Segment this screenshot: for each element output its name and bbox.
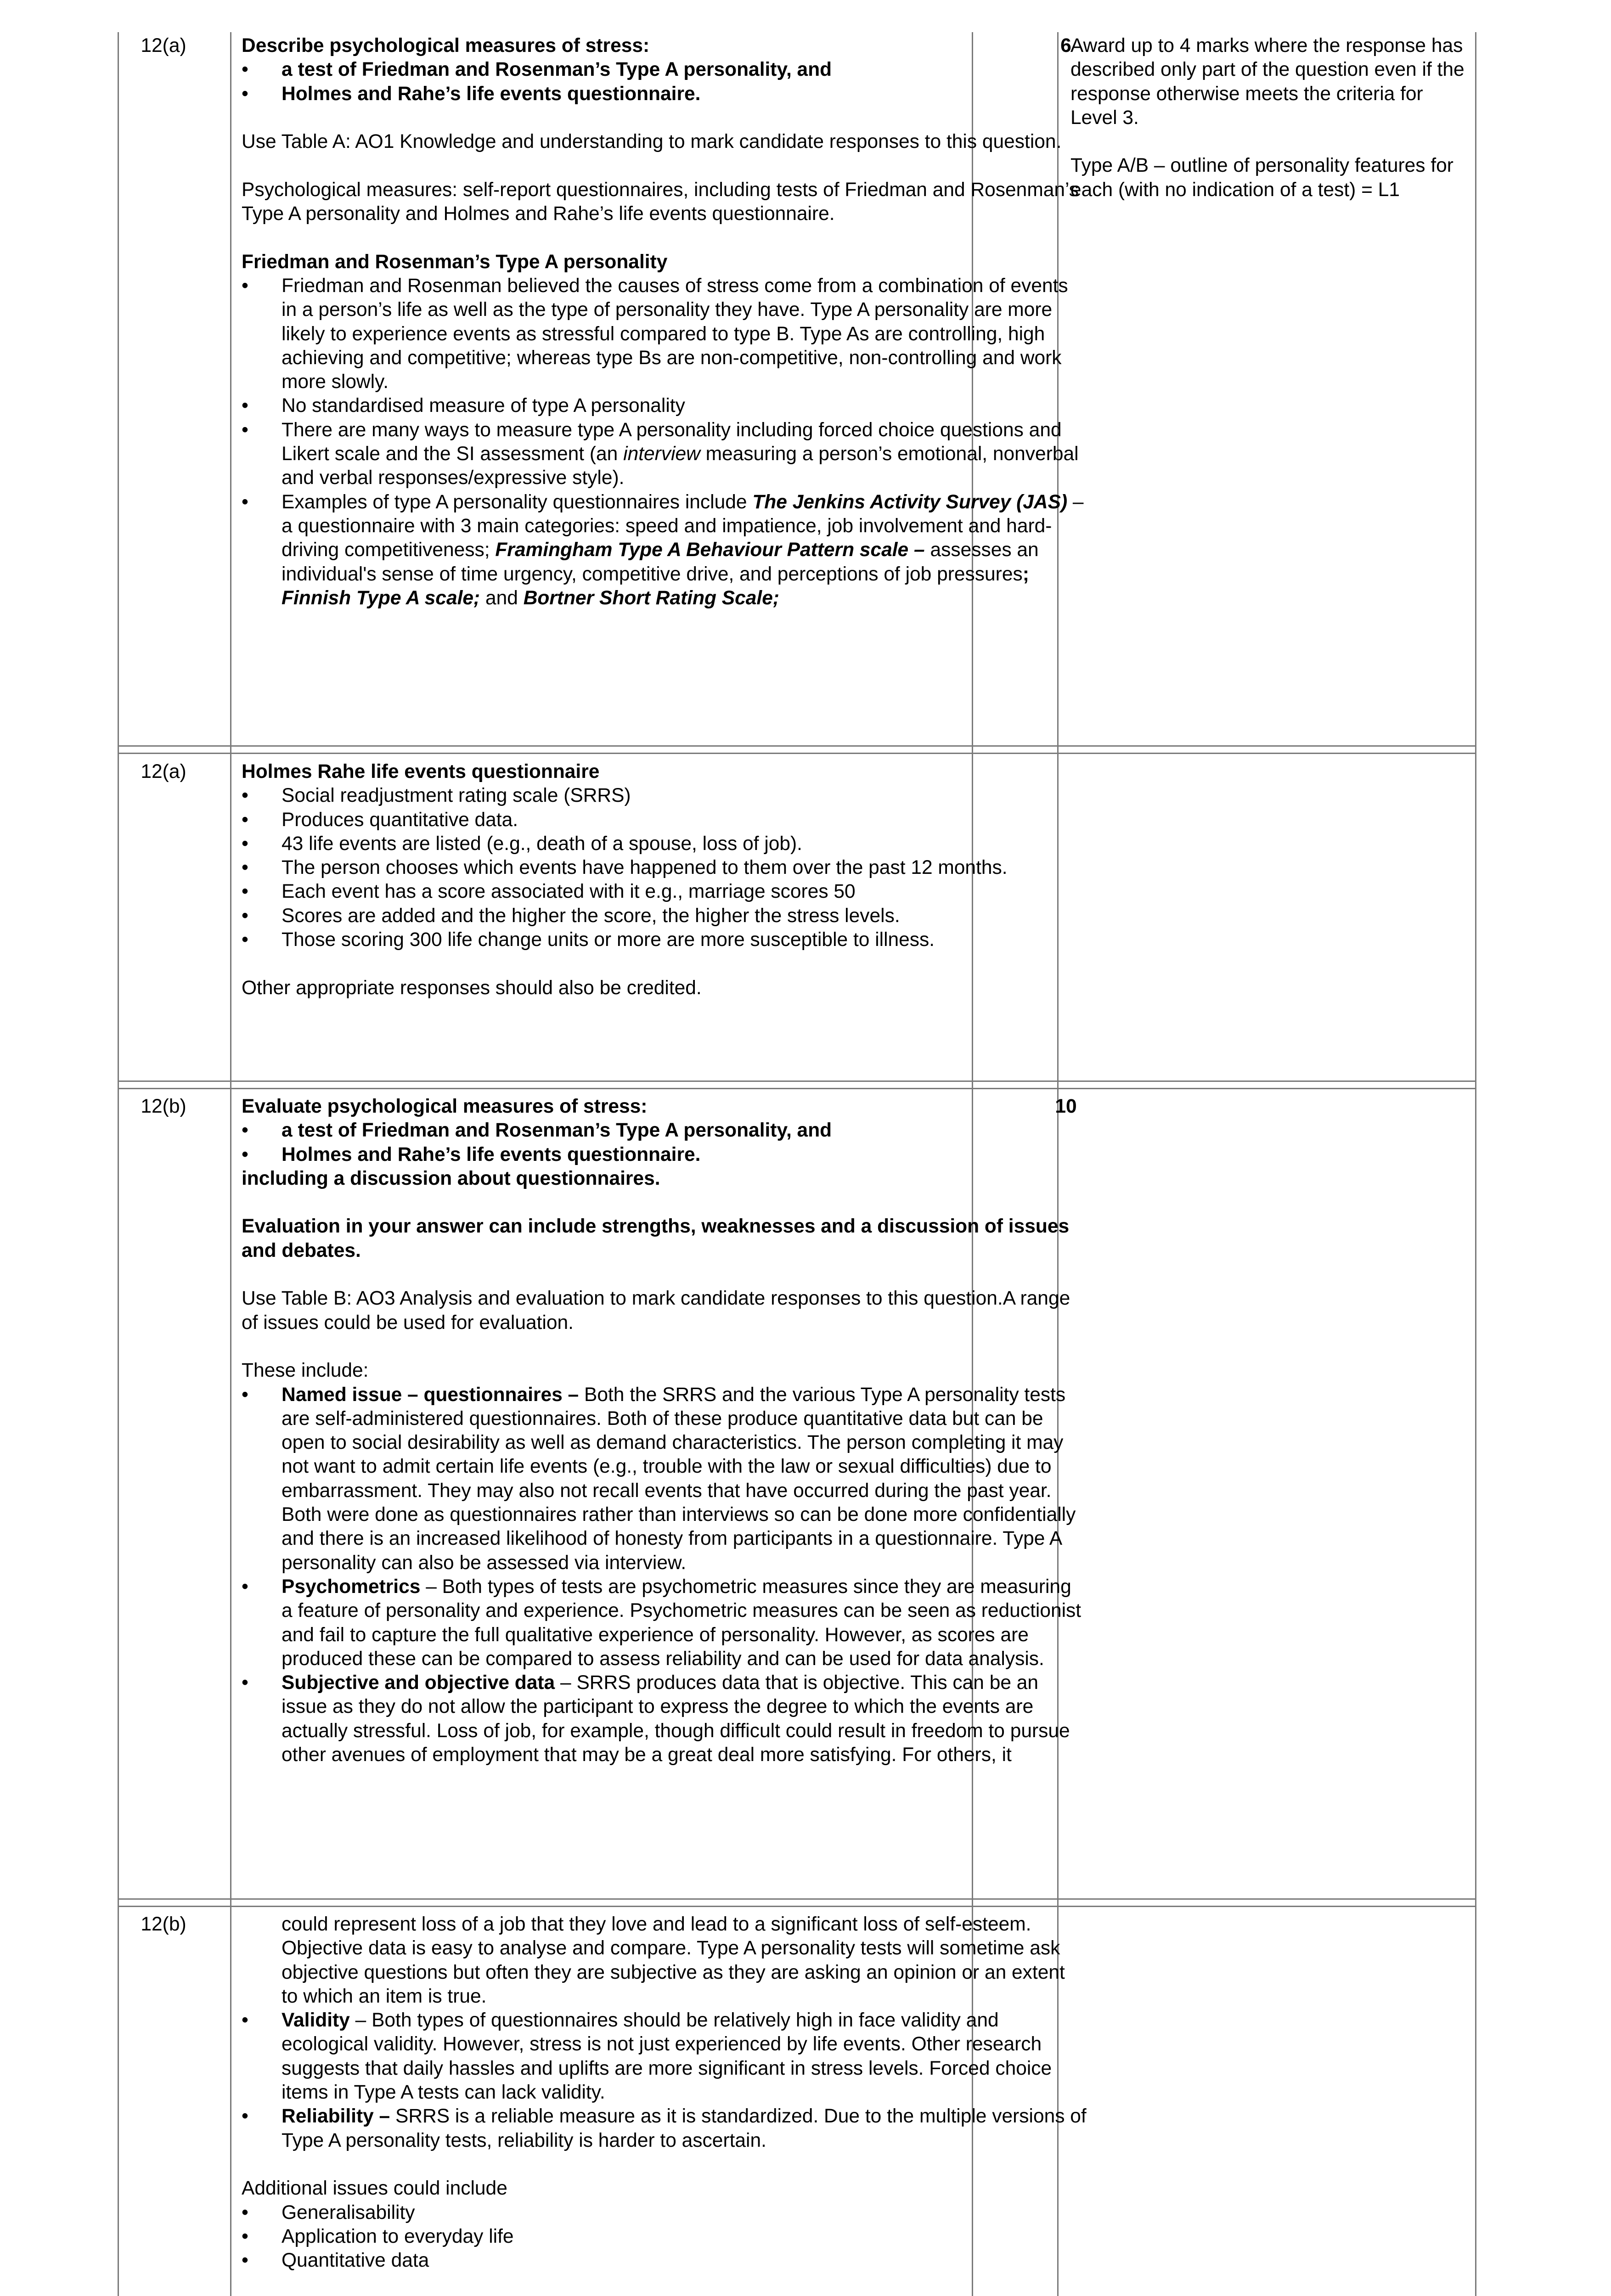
marks-value: 10 xyxy=(1055,1096,1077,1117)
question-number: 12(a) xyxy=(141,35,186,56)
question-heading: Describe psychological measures of stress: xyxy=(242,35,650,56)
list-item: • 43 life events are listed (e.g., death of a spouse, loss of job). xyxy=(242,832,1087,856)
question-number: 12(a) xyxy=(141,761,186,782)
paragraph: Psychological measures: self-report questionnaires, including tests of Friedman and Rosenman’s Type A personality and Holmes and Rahe’s life events questionnaire. xyxy=(242,179,1079,225)
list-item: • Holmes and Rahe’s life events questionnaire. xyxy=(242,82,1087,106)
marks-value: 6 xyxy=(1060,35,1071,56)
list-item: • The person chooses which events have happened to them over the past 12 months. xyxy=(242,856,1087,880)
list-item: • Application to everyday life xyxy=(242,2225,1087,2249)
list-item: • Scores are added and the higher the score, the higher the stress levels. xyxy=(242,904,1087,928)
evaluation-note: Evaluation in your answer can include strengths, weaknesses and a discussion of issues and debates. xyxy=(242,1216,1070,1261)
list-item: • Holmes and Rahe’s life events questionnaire. xyxy=(242,1143,1087,1167)
list-item: • a test of Friedman and Rosenman’s Type A personality, and xyxy=(242,58,1087,82)
bullet-list xyxy=(242,2009,1087,2153)
row-separator xyxy=(118,1906,1476,1907)
row-separator xyxy=(118,1080,1476,1082)
row-separator xyxy=(118,745,1476,747)
question-number: 12(b) xyxy=(141,1913,186,1935)
answer-cell xyxy=(242,1913,1087,2296)
question-heading-tail: including a discussion about questionnaires. xyxy=(242,1167,660,1189)
guidance-text: Type A/B – outline of personality features for each (with no indication of a test) = L1 xyxy=(1070,155,1453,201)
row-separator xyxy=(118,1088,1476,1089)
bullet-list xyxy=(242,274,1087,610)
col-line-left xyxy=(118,32,119,2296)
list-item: • No standardised measure of type A personality xyxy=(242,394,1087,418)
col-line-right xyxy=(1475,32,1476,2296)
list-item: • Social readjustment rating scale (SRRS) xyxy=(242,784,1087,808)
paragraph: These include: xyxy=(242,1360,369,1382)
list-item: • Quantitative data xyxy=(242,2249,1087,2273)
answer-cell xyxy=(242,760,1087,1000)
mark-scheme-table xyxy=(118,32,1476,2296)
list-item: • Reliability – SRRS is a reliable measure as it is standardized. Due to the multiple versions of Type A personality tests, reliability is harder to ascertain. xyxy=(242,2105,1087,2153)
heading-bullets xyxy=(242,58,1087,106)
list-item: • There are many ways to measure type A personality including forced choice questions and Likert scale and the SI assessment (an interview measuring a person’s emotional, nonverbal and verbal responses/expressive style). xyxy=(242,418,1087,490)
list-item: • Named issue – questionnaires – Both the SRRS and the various Type A personality tests are self-administered questionnaires. Both of these produce quantitative data but can be open to social desirability as well as demand characteristics. The person completing it may not want to admit certain life events (e.g., trouble with the law or sexual difficulties) due to embarrassment. They may also not recall events that have occurred during the past year. Both were done as questionnaires rather than interviews so can be done more confidentially and there is an increased likelihood of honesty from participants in a questionnaire. Type A personality can also be assessed via interview. xyxy=(242,1383,1087,1575)
guidance-text: Award up to 4 marks where the response has described only part of the question even if the response otherwise meets the criteria for Level 3. xyxy=(1070,35,1465,129)
paragraph: Additional issues could include xyxy=(242,2178,507,2200)
closing-note: Other appropriate responses should also be credited. xyxy=(242,977,702,999)
continuation-text: could represent loss of a job that they love and lead to a significant loss of self-esteem. Objective data is easy to analyse and compare. Type A personality tests will sometime ask objective questions but often they are subjective as they are asking an opinion or an extent to which an item is true. xyxy=(282,1913,1065,2007)
bullet-list xyxy=(242,2201,1087,2273)
answer-cell xyxy=(242,1095,1087,1767)
question-heading: Evaluate psychological measures of stress: xyxy=(242,1096,648,1117)
subheading: Holmes Rahe life events questionnaire xyxy=(242,761,600,782)
list-item: • Validity – Both types of questionnaires should be relatively high in face validity and ecological validity. However, stress is not just experienced by life events. Other research suggests that daily hassles and uplifts are more significant in stress levels. Forced choice items in Type A tests can lack validity. xyxy=(242,2009,1087,2105)
answer-cell xyxy=(242,34,1087,610)
col-line-question xyxy=(230,32,231,2296)
list-item: • Each event has a score associated with it e.g., marriage scores 50 xyxy=(242,880,1087,904)
list-item: • Psychometrics – Both types of tests are psychometric measures since they are measuring a feature of personality and experience. Psychometric measures can be seen as reductionist and fail to capture the full qualitative experience of personality. However, as scores are produced these can be compared to assess reliability and can be used for data analysis. xyxy=(242,1575,1087,1671)
subheading: Friedman and Rosenman’s Type A personality xyxy=(242,251,668,273)
row-separator xyxy=(118,753,1476,754)
paragraph: Use Table A: AO1 Knowledge and understanding to mark candidate responses to this question. xyxy=(242,131,1062,153)
heading-bullets xyxy=(242,1119,1087,1167)
row-separator xyxy=(118,1898,1476,1900)
list-item: • Produces quantitative data. xyxy=(242,808,1087,832)
bullet-list xyxy=(242,784,1087,952)
list-item: • a test of Friedman and Rosenman’s Type A personality, and xyxy=(242,1119,1087,1142)
paragraph: Use Table B: AO3 Analysis and evaluation to mark candidate responses to this question.A range of issues could be used for evaluation. xyxy=(242,1288,1070,1334)
list-item: • Subjective and objective data – SRRS produces data that is objective. This can be an issue as they do not allow the participant to express the degree to which the events are actually stressful. Loss of job, for example, though difficult could result in freedom to pursue other avenues of employment that may be a great deal more satisfying. For others, it xyxy=(242,1671,1087,1767)
list-item: • Generalisability xyxy=(242,2201,1087,2225)
question-number: 12(b) xyxy=(141,1096,186,1117)
guidance-cell xyxy=(1070,34,1475,202)
bullet-list xyxy=(242,1383,1087,1767)
list-item: • Friedman and Rosenman believed the causes of stress come from a combination of events in a person’s life as well as the type of personality they have. Type A personality are more likely to experience events as stressful compared to type B. Type As are controlling, high achieving and competitive; whereas type Bs are non-competitive, non-controlling and work more slowly. xyxy=(242,274,1087,394)
list-item: • Those scoring 300 life change units or more are more susceptible to illness. xyxy=(242,928,1087,952)
list-item: • Examples of type A personality questionnaires include The Jenkins Activity Survey (JAS) – a questionnaire with 3 main categories: speed and impatience, job involvement and hard-driving competitiveness; Framingham Type A Behaviour Pattern scale – assesses an individual's sense of time urgency, competitive drive, and perceptions of job pressures; Finnish Type A scale; and Bortner Short Rating Scale; xyxy=(242,490,1087,610)
